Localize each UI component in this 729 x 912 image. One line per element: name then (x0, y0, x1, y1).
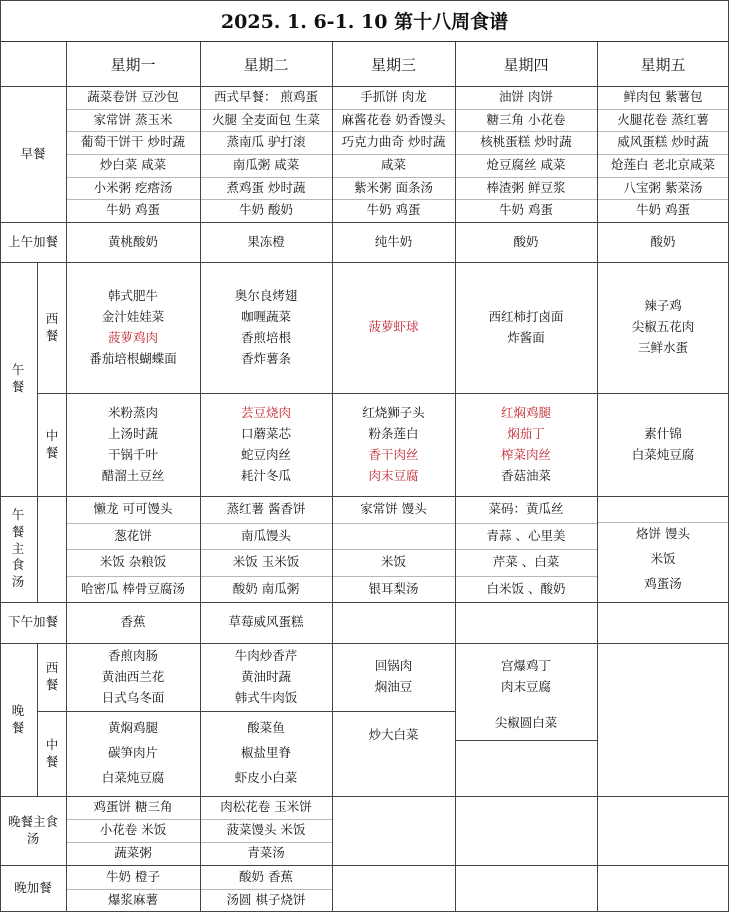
grid-line (0, 602, 729, 603)
menu-item: 番茄培根蝴蝶面 (89, 350, 177, 366)
menu-item: 汤圆 棋子烧饼 (226, 892, 306, 907)
menu-item: 红烧狮子头 (362, 404, 425, 420)
meal-label-lunch-staple: 午餐主食汤 (11, 506, 25, 590)
menu-item: 巧克力曲奇 炒时蔬 (341, 134, 446, 150)
menu-item: 口蘑菜芯 (240, 425, 291, 441)
day-header: 星期一 (110, 55, 156, 74)
menu-item: 炒大白菜 (368, 727, 419, 743)
menu-item: 炝豆腐丝 咸菜 (486, 157, 566, 173)
menu-item: 小花卷 米饭 (99, 822, 167, 838)
grid-line (37, 496, 38, 602)
menu-item: 威风蛋糕 炒时蔬 (617, 134, 709, 150)
menu-item: 焖油豆 (374, 679, 413, 695)
meal-label-dinner-staple: 晚餐主食汤 (7, 813, 58, 846)
meal-label-dinner: 晚餐 (11, 702, 25, 735)
menu-item: 三鲜水蛋 (637, 340, 688, 356)
menu-item: 牛奶 鸡蛋 (499, 202, 553, 218)
menu-item: 葡萄干饼干 炒时蔬 (81, 134, 185, 150)
menu-item: 醋溜土豆丝 (101, 467, 165, 483)
menu-item: 米饭 (650, 551, 676, 567)
menu-item: 回锅肉 (374, 658, 413, 674)
day-header: 星期二 (243, 55, 289, 74)
day-header: 星期五 (640, 55, 686, 74)
grid-line (0, 262, 729, 263)
menu-item: 肉末豆腐 (368, 467, 419, 483)
menu-item: 香煎肉肠 (107, 647, 158, 663)
menu-item: 糖三角 小花卷 (486, 111, 566, 127)
menu-item: 蔬菜卷饼 豆沙包 (87, 89, 179, 105)
menu-item: 懒龙 可可馒头 (93, 501, 173, 516)
menu-item: 牛奶 酸奶 (239, 202, 293, 218)
menu-item (332, 523, 455, 550)
menu-item: 粉条莲白 (368, 425, 419, 441)
menu-item: 韩式牛肉饭 (234, 689, 298, 705)
grid-line (37, 262, 38, 496)
menu-item: 纯牛奶 (374, 233, 413, 249)
menu-item: 酸奶 (513, 233, 539, 249)
menu-item: 酸奶 (650, 233, 676, 249)
menu-item: 棒渣粥 鲜豆浆 (486, 179, 566, 195)
menu-item: 油饼 肉饼 (499, 89, 553, 105)
row-divider (597, 522, 729, 523)
grid-line (332, 42, 333, 911)
menu-item: 白菜炖豆腐 (631, 446, 695, 462)
menu-item: 紫米粥 面条汤 (354, 179, 433, 195)
menu-item: 银耳梨汤 (368, 580, 419, 596)
menu-item: 煮鸡蛋 炒时蔬 (226, 179, 306, 195)
menu-item: 酸奶 南瓜粥 (232, 580, 300, 596)
menu-item: 炒白菜 咸菜 (99, 157, 167, 173)
menu-item: 干锅千叶 (107, 446, 158, 462)
menu-item: 小米粥 疙瘩汤 (93, 179, 173, 195)
menu-item: 尖椒圆白菜 (494, 715, 558, 731)
menu-item: 家常饼 馒头 (360, 501, 427, 516)
menu-item: 蒸南瓜 驴打滚 (226, 134, 306, 150)
menu-item: 香菇油菜 (500, 467, 551, 483)
menu-item: 香蕉 (120, 614, 146, 630)
menu-item: 麻酱花卷 奶香馒头 (341, 111, 446, 127)
grid-line (0, 0, 1, 912)
menu-item: 草莓威风蛋糕 (228, 614, 304, 630)
menu-item: 碳笋肉片 (107, 745, 158, 761)
menu-item: 日式乌冬面 (101, 689, 165, 705)
menu-item: 菠萝鸡肉 (107, 329, 158, 345)
menu-item: 白菜炖豆腐 (101, 770, 165, 786)
grid-line (0, 796, 729, 797)
menu-item: 芹菜 、白菜 (492, 554, 560, 569)
menu-item: 牛奶 鸡蛋 (636, 202, 690, 218)
menu-item: 红焖鸡腿 (500, 404, 551, 420)
menu-item: 黄桃酸奶 (107, 233, 158, 249)
day-header: 星期四 (503, 55, 549, 74)
grid-line (37, 711, 455, 712)
menu-item: 肉松花卷 玉米饼 (220, 799, 312, 815)
menu-item: 南瓜粥 咸菜 (232, 157, 300, 173)
meal-label-am-snack: 上午加餐 (8, 233, 59, 249)
menu-item: 炸酱面 (507, 329, 545, 345)
menu-item: 牛奶 橙子 (106, 868, 160, 884)
grid-line (597, 393, 729, 394)
menu-item: 菠菜馒头 米饭 (226, 822, 306, 838)
menu-item: 黄油西兰花 (101, 668, 165, 684)
grid-line (455, 42, 456, 911)
grid-line (597, 42, 598, 911)
menu-item: 鲜肉包 紫薯包 (623, 89, 703, 105)
menu-item: 椒盐里脊 (240, 745, 291, 761)
grid-line (0, 86, 729, 87)
menu-item: 核桃蛋糕 炒时蔬 (480, 134, 572, 150)
grid-line (0, 222, 729, 223)
menu-item: 牛肉炒香芹 (234, 647, 298, 663)
meal-label-breakfast: 早餐 (20, 145, 46, 161)
menu-item: 火腿 全麦面包 生菜 (212, 111, 320, 127)
grid-line (0, 0, 729, 1)
menu-item: 家常饼 蒸玉米 (93, 111, 173, 127)
menu-item: 哈密瓜 棒骨豆腐汤 (81, 580, 185, 596)
menu-item: 蔬菜粥 (114, 845, 152, 861)
menu-item: 虾皮小白菜 (234, 770, 298, 786)
meal-label-night-snack: 晚加餐 (14, 880, 52, 896)
meal-label-lunch: 午餐 (11, 362, 25, 394)
menu-item: 鸡蛋汤 (644, 576, 682, 592)
menu-item: 素什锦 (644, 425, 682, 441)
meal-label-dinner-chinese: 中餐 (45, 736, 59, 769)
menu-item: 南瓜馒头 (240, 527, 291, 543)
grid-line (0, 865, 729, 866)
menu-item: 青菜汤 (247, 845, 285, 861)
meal-label-lunch-western: 西餐 (45, 310, 59, 343)
meal-label-lunch-chinese: 中餐 (45, 427, 59, 460)
menu-item: 牛奶 鸡蛋 (106, 202, 160, 218)
page-title: 2025. 1. 6-1. 10 第十八周食谱 (0, 0, 729, 42)
menu-item: 芸豆烧肉 (240, 404, 291, 420)
menu-item: 牛奶 鸡蛋 (366, 202, 421, 218)
grid-line (0, 496, 729, 497)
menu-item: 果冻橙 (247, 233, 285, 249)
meal-label-pm-snack: 下午加餐 (8, 614, 59, 630)
menu-item: 宫爆鸡丁 (500, 658, 551, 674)
menu-item: 白米饭 、酸奶 (486, 580, 566, 596)
menu-item: 菜码：黄瓜丝 (488, 501, 564, 516)
menu-item: 火腿花卷 蒸红薯 (617, 111, 709, 127)
menu-item: 炝莲白 老北京咸菜 (611, 157, 715, 173)
menu-item: 鸡蛋饼 糖三角 (93, 799, 173, 815)
menu-item: 黄油时蔬 (240, 668, 291, 684)
menu-item: 韩式肥牛 (107, 287, 158, 303)
menu-item: 蒸红薯 酱香饼 (226, 501, 306, 516)
menu-item: 黄焖鸡腿 (107, 720, 158, 736)
grid-line (0, 643, 729, 644)
menu-item: 手抓饼 肉龙 (360, 89, 427, 105)
menu-item: 米饭 杂粮饭 (99, 554, 167, 569)
grid-line (200, 42, 201, 911)
menu-item: 上汤时蔬 (107, 425, 158, 441)
menu-item: 肉末豆腐 (500, 679, 551, 695)
menu-item: 香炸薯条 (240, 350, 291, 366)
menu-item: 米饭 玉米饭 (232, 554, 300, 569)
menu-item: 焖茄丁 (507, 425, 545, 441)
day-header: 星期三 (370, 55, 416, 74)
menu-item: 菠萝虾球 (368, 319, 419, 335)
menu-item: 八宝粥 紫菜汤 (623, 179, 703, 195)
menu-item: 奥尔良烤翅 (234, 287, 298, 303)
menu-item: 蛇豆肉丝 (240, 446, 291, 462)
menu-item: 咸菜 (380, 157, 406, 173)
grid-line (455, 740, 597, 741)
grid-line (37, 643, 38, 796)
menu-item: 香煎培根 (240, 329, 291, 345)
grid-line (37, 393, 597, 394)
meal-label-dinner-western: 西餐 (45, 660, 59, 692)
menu-item: 金汁娃娃菜 (101, 308, 165, 324)
menu-item: 榨菜肉丝 (500, 446, 551, 462)
menu-item: 酸奶 香蕉 (239, 868, 293, 884)
menu-item: 烙饼 馒头 (636, 526, 690, 542)
menu-item: 米粉蒸肉 (107, 404, 158, 420)
menu-item: 尖椒五花肉 (631, 319, 695, 335)
menu-item: 耗汁冬瓜 (240, 467, 291, 483)
menu-item: 酸菜鱼 (247, 720, 285, 736)
menu-item: 爆浆麻薯 (107, 892, 158, 907)
grid-line (66, 42, 67, 911)
menu-item: 辣子鸡 (644, 298, 682, 314)
menu-item: 香干肉丝 (368, 446, 419, 462)
menu-item: 葱花饼 (114, 527, 152, 543)
menu-item: 咖喱蔬菜 (240, 308, 291, 324)
menu-item: 米饭 (380, 554, 406, 569)
menu-item: 西式早餐： 煎鸡蛋 (214, 89, 318, 105)
menu-item: 西红柿打卤面 (488, 308, 564, 324)
menu-item: 青蒜 、心里美 (486, 527, 566, 543)
